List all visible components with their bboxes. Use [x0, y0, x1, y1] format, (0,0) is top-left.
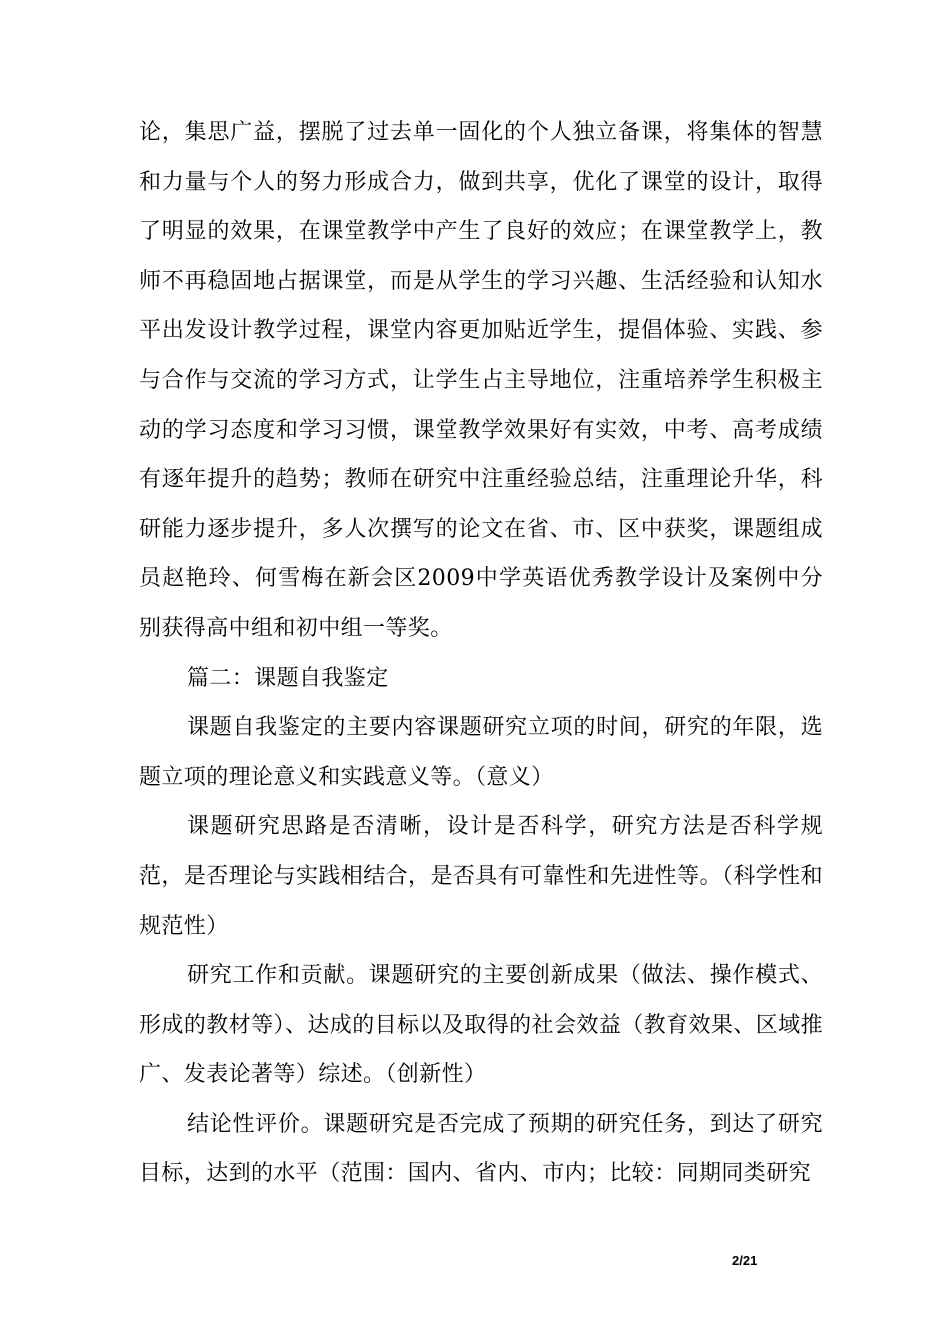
document-body: [139, 108, 823, 1199]
paragraph-3: 课题研究思路是否清晰，设计是否科学，研究方法是否科学规范，是否理论与实践相结合，是否具有可靠性和先进性等。（科学性和规范性）: [139, 814, 823, 939]
paragraph-1: 论，集思广益，摆脱了过去单一固化的个人独立备课，将集体的智慧和力量与个人的努力形成合力，做到共享，优化了课堂的设计，取得了明显的效果，在课堂教学中产生了良好的效应；在课堂教学上，教师不再稳固地占据课堂，而是从学生的学习兴趣、生活经验和认知水平出发设计教学过程，课堂内容更加贴近学生，提倡体验、实践、参与合作与交流的学习方式，让学生占主导地位，注重培养学生积极主动的学习态度和学习习惯，课堂教学效果好有实效，中考、高考成绩有逐年提升的趋势；教师在研究中注重经验总结，注重理论升华，科研能力逐步提升，多人次撰写的论文在省、市、区中获奖，课题组成员赵艳玲、何雪梅在新会区2009中学英语优秀教学设计及案例中分别获得高中组和初中组一等奖。: [139, 120, 823, 641]
paragraph-2: 课题自我鉴定的主要内容课题研究立项的时间，研究的年限，选题立项的理论意义和实践意义等。（意义）: [139, 715, 823, 790]
paragraph-5: 结论性评价。课题研究是否完成了预期的研究任务，到达了研究目标，达到的水平（范围：国内、省内、市内；比较：同期同类研究: [139, 1111, 823, 1187]
page-number: 2/21: [732, 1253, 758, 1268]
section-heading: 篇二：课题自我鉴定: [187, 665, 389, 691]
paragraph-4: 研究工作和贡献。课题研究的主要创新成果（做法、操作模式、形成的教材等）、达成的目标以及取得的社会效益（教育效果、区域推广、发表论著等）综述。（创新性）: [139, 963, 823, 1088]
